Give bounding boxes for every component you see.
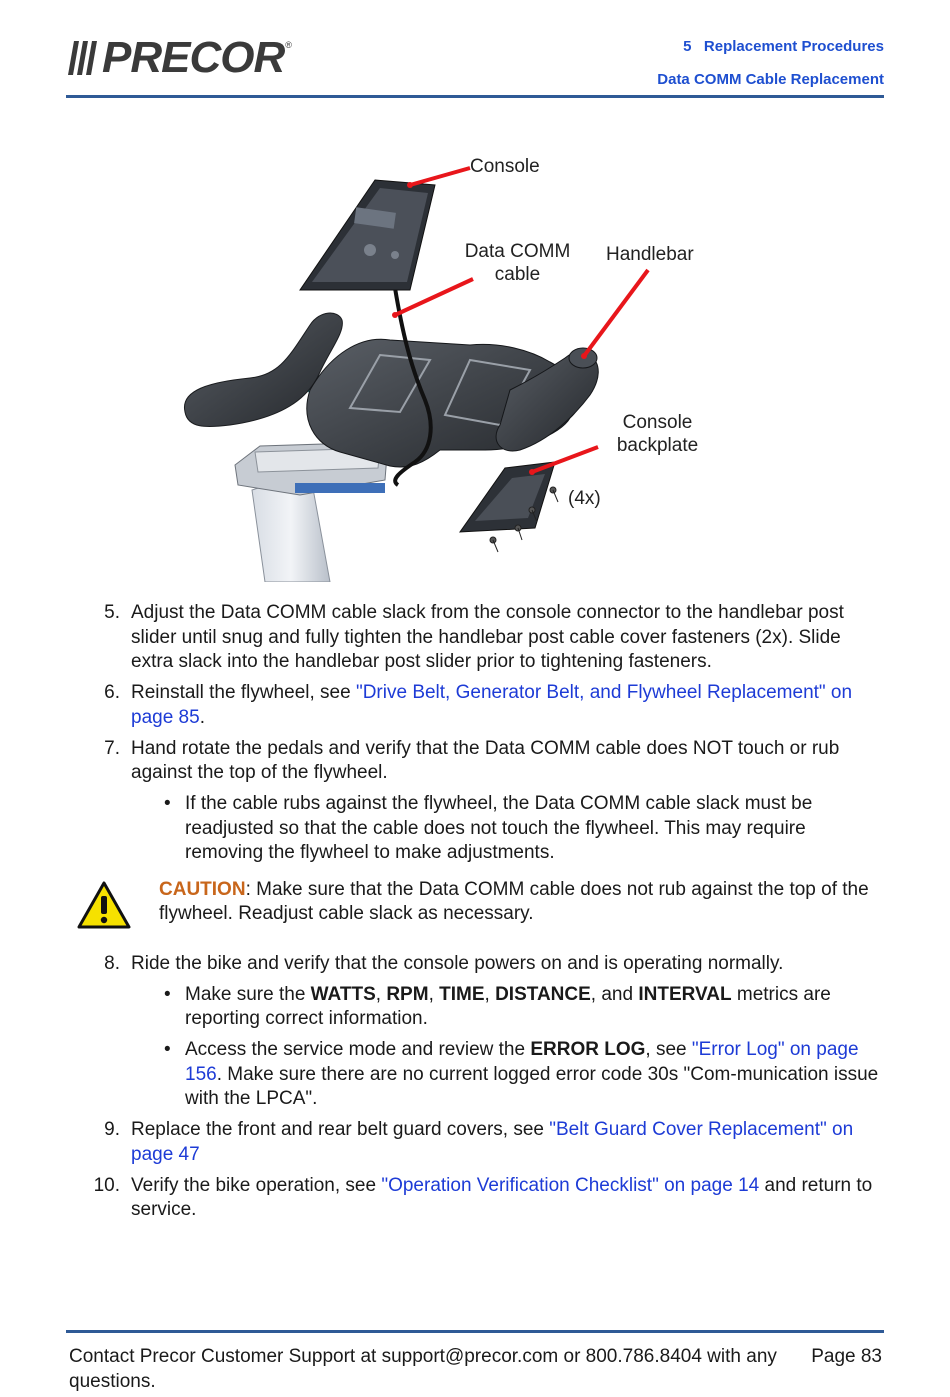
- callout-screw-count: (4x): [568, 488, 601, 509]
- callout-backplate-line1: Console: [622, 412, 693, 433]
- step-8-bullet-error-log: [66, 1038, 884, 1112]
- precor-logo: [68, 33, 292, 82]
- bullet-text-mid: , see: [645, 1039, 692, 1060]
- registered-mark: ®: [285, 40, 292, 50]
- step-10: [66, 1174, 884, 1223]
- exploded-console-diagram: [170, 150, 730, 582]
- bullet-text-end: . Make sure there are no current logged error code 30s "Com-munication issue with the LPCA".: [185, 1063, 879, 1109]
- step-7: [66, 737, 884, 786]
- step-text: Replace the front and rear belt guard covers, see: [131, 1119, 550, 1140]
- step-number: 8.: [104, 952, 120, 974]
- step-9: [66, 1118, 884, 1167]
- warning-triangle-icon: [77, 881, 131, 929]
- bullet-text: Make sure the: [185, 983, 311, 1005]
- caution-label: CAUTION: [159, 878, 246, 900]
- flywheel-replacement-link[interactable]: "Drive Belt, Generator Belt, and Flywheel Replacement" on page 85: [131, 682, 853, 728]
- logo-wordmark: PRECOR: [102, 33, 285, 82]
- callout-console: Console: [470, 156, 540, 177]
- metric-watts: WATTS: [310, 983, 376, 1005]
- support-contact: Contact Precor Customer Support at support@precor.com or 800.786.8404 with any questions.: [69, 1346, 777, 1392]
- step-number: 7.: [104, 737, 120, 759]
- separator: ,: [428, 983, 440, 1005]
- separator: , and: [590, 983, 639, 1005]
- footer-divider: [66, 1330, 884, 1333]
- step-text-end: and return to service.: [131, 1174, 873, 1220]
- callout-backplate-line2: backplate: [616, 435, 699, 456]
- caution-text: : Make sure that the Data COMM cable does not rub against the top of the flywheel. Readjust cable slack as necessary.: [159, 878, 869, 924]
- error-log-link[interactable]: "Error Log" on page 156: [185, 1039, 859, 1085]
- step-8-bullet-metrics: [66, 983, 884, 1032]
- step-number: 10.: [93, 1174, 120, 1196]
- bullet-text: If the cable rubs against the flywheel, the Data COMM cable slack must be readjusted so that the cable does not touch the flywheel. This may require removing the flywheel to make adjustments.: [185, 793, 813, 863]
- bullet-dot: •: [164, 793, 171, 814]
- step-number: 9.: [104, 1119, 120, 1140]
- callout-data-comm-line1: Data COMM: [464, 241, 571, 262]
- console-backplate: [460, 462, 555, 532]
- precor-stripes-icon: [68, 41, 100, 75]
- metric-time: TIME: [439, 983, 485, 1005]
- step-text: Hand rotate the pedals and verify that the Data COMM cable does NOT touch or rub against the top of the flywheel.: [131, 737, 840, 783]
- metric-interval: INTERVAL: [638, 983, 732, 1005]
- chapter-heading: 5 Replacement Procedures: [683, 38, 884, 55]
- step-6: [66, 681, 884, 730]
- bullet-text: Access the service mode and review the: [185, 1039, 531, 1060]
- belt-guard-link[interactable]: "Belt Guard Cover Replacement" on page 47: [131, 1119, 854, 1165]
- error-log-term: ERROR LOG: [530, 1039, 646, 1060]
- step-5: [66, 601, 884, 675]
- step-number: 6.: [104, 682, 120, 703]
- bullet-dot: •: [164, 983, 171, 1005]
- callout-handlebar: Handlebar: [606, 244, 694, 265]
- page-number: Page 83: [811, 1346, 882, 1367]
- step-8: [66, 952, 884, 977]
- bike-console-illustration: [170, 150, 730, 582]
- step-text: Reinstall the flywheel, see: [131, 682, 356, 703]
- step-text: Ride the bike and verify that the console powers on and is operating normally.: [131, 952, 784, 974]
- callout-data-comm-cable: [460, 240, 575, 286]
- verification-checklist-link[interactable]: "Operation Verification Checklist" on page 14: [381, 1174, 760, 1196]
- separator: ,: [375, 983, 387, 1005]
- header-divider: [66, 95, 884, 98]
- callout-data-comm-line2: cable: [494, 264, 541, 285]
- step-text-end: .: [199, 706, 205, 728]
- step-number: 5.: [104, 602, 120, 623]
- section-heading: Data COMM Cable Replacement: [657, 71, 884, 88]
- step-text: Verify the bike operation, see: [131, 1174, 382, 1196]
- caution-note: [66, 878, 884, 930]
- procedure-steps: [66, 601, 884, 1229]
- metric-rpm: RPM: [386, 983, 429, 1005]
- bullet-text-end: metrics are reporting correct information.: [185, 983, 831, 1029]
- console-unit: [300, 180, 435, 290]
- step-text: Adjust the Data COMM cable slack from the console connector to the handlebar post slider until snug and fully tighten the handlebar post cable cover fasteners (2x). Slide extra slack into the handlebar post slider prior to tightening fasteners.: [131, 602, 844, 672]
- separator: ,: [484, 983, 496, 1005]
- metric-distance: DISTANCE: [495, 983, 591, 1005]
- step-7-bullet: [66, 792, 884, 866]
- bullet-dot: •: [164, 1039, 171, 1060]
- callout-console-backplate: [610, 411, 705, 457]
